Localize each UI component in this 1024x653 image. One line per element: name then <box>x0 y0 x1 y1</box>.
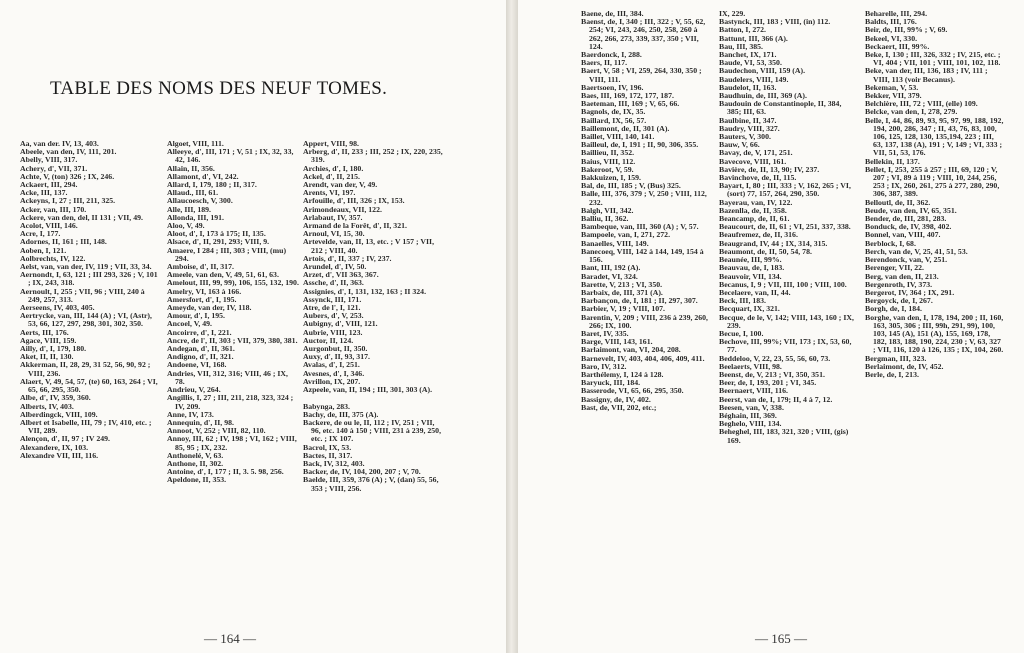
index-entry: Beaumont, de, II, 50, 54, 78. <box>719 246 812 256</box>
index-entry: Ailly, d', I, 179, 180. <box>20 344 87 354</box>
index-entry: Appert, VIII, 98. <box>303 139 359 148</box>
index-entry: Beauvau, de, I, 183. <box>719 263 785 273</box>
index-entry: Arfouille, d', III, 326 ; IX, 153. <box>303 196 405 206</box>
index-entry: Arberg, d', II, 233 ; III, 252 ; IX, 220, 235, 319. <box>303 147 443 165</box>
index-entry: Baudelot, II, 163. <box>719 82 777 92</box>
page-number: — 165 — <box>755 631 807 646</box>
index-entry: Ameyde, van der, IV, 118. <box>167 303 252 313</box>
index-entry: Bassigny, de, IV, 402. <box>581 394 651 404</box>
index-entry: Allaud., III, 61. <box>167 188 219 198</box>
index-column <box>865 10 1005 379</box>
index-entry: Andegan, d', II, 361. <box>167 344 235 354</box>
index-entry: Arundel, d', IV, 50. <box>303 262 367 272</box>
index-entry: Becelaere, van, II, 44. <box>719 287 791 297</box>
index-entry: Baudry, VIII, 327. <box>719 123 780 133</box>
index-entry: Baudechon, VIII, 159 (A). <box>719 66 806 76</box>
index-entry: Baes, III, 169, 172, 177, 187. <box>581 91 674 101</box>
index-entry: Balle, III, 376, 379 ; V, 250 ; VIII, 112, 232. <box>581 189 707 207</box>
index-entry: Allain, II, 356. <box>167 163 215 173</box>
index-entry: Amersfort, d', I, 195. <box>167 294 237 304</box>
index-entry: Backere, de ou le, II, 112 ; IV, 251 ; VII, 96, etc. 140 à 150 ; VIII, 231 à 239, 250, etc. ; IX 107. <box>303 417 442 444</box>
index-entry: Beancamp, de, II, 61. <box>719 214 790 224</box>
index-entry: Beke, I, 130 ; III, 326, 332 ; IV, 215, etc. ; VI, 404 ; VII, 101 ; VIII, 101, 102, 118. <box>865 50 1001 68</box>
index-entry: Banaelles, VIII, 149. <box>581 238 649 248</box>
index-entry: Aelst, van, van der, IV, 119 ; VII, 33, 34. <box>20 262 152 272</box>
index-entry: Amelry, VI, 163 à 166. <box>167 286 242 296</box>
index-entry: Aerseens, IV, 403, 405. <box>20 303 95 313</box>
index-entry: Acre, I, 177. <box>20 229 61 239</box>
index-entry: Bekker, VII, 379. <box>865 91 922 101</box>
index-entry: Baillieu, II, 352. <box>581 148 635 158</box>
index-entry: Beerst, van de, I, 179; II, 4 à 7, 12. <box>719 394 833 404</box>
index-entry: Belle, I, 44, 86, 89, 93, 95, 97, 99, 188, 192, 194, 200, 286, 347 ; II, 43, 76, 83, 100, 106, 125, 128, 130, 135,194, 223 ; III, 63, 137, 138 (A), 191 ; V, 149 ; VI, 333 ; VII, 51, 53, 176. <box>865 115 1004 158</box>
index-entry: Bakkuizen, I, 159. <box>581 173 642 183</box>
index-entry: Bergenroth, IV, 373. <box>865 279 933 289</box>
index-entry: Adornes, II, 161 ; III, 148. <box>20 237 107 247</box>
index-entry: Baert, V, 58 ; VI, 259, 264, 330, 350 ; VIII, 111. <box>581 66 702 84</box>
index-entry: Barthélemy, I, 124 à 128. <box>581 369 664 379</box>
index-entry: Acker, van, III, 170. <box>20 204 87 214</box>
index-entry: Azpeele, van, II, 194 ; III, 301, 303 (A). <box>303 385 433 395</box>
index-entry: Aurgonbut, II, 350. <box>303 344 368 354</box>
index-entry: Beenst, de, V, 213 ; VI, 350, 351. <box>719 369 825 379</box>
index-entry: Arendt, van der, V, 49. <box>303 180 378 190</box>
index-entry: Auctor, II, 124. <box>303 335 354 345</box>
index-entry: Arzet, d', VII 363, 367. <box>303 270 379 280</box>
index-entry: Aertrycke, van, III, 144 (A) ; VI, (Astr), 53, 66, 127, 297, 298, 301, 302, 350. <box>20 311 152 329</box>
index-entry: Aernoult, I, 255 ; VII, 96 ; VIII, 240 à 249, 257, 313. <box>20 286 145 304</box>
right-page <box>518 0 1024 653</box>
index-entry: Alberdingck, VIII, 109. <box>20 409 98 419</box>
index-entry: Acolot, VIII, 146. <box>20 221 78 231</box>
index-entry: Andigno, d', II, 321. <box>167 352 234 362</box>
index-entry: Batton, I, 272. <box>719 25 767 35</box>
index-entry: Amaere, I 284 ; III, 303 ; VIII, (mu) 294. <box>167 245 287 263</box>
index-entry: Bactes, II, 317. <box>303 450 353 460</box>
index-entry: Bagnols, de, IX, 35. <box>581 107 646 117</box>
index-entry: Bellekin, II, 137. <box>865 156 920 166</box>
index-entry: Beir, de, III, 99% ; V, 69. <box>865 25 948 35</box>
index-entry: Anthone, II, 302. <box>167 458 224 468</box>
index-entry: Antoine, d', I, 177 ; II, 3. 5. 98, 256. <box>167 467 284 477</box>
index-entry: Albert et Isabelle, III, 79 ; IV, 410, etc. ; VII, 289. <box>20 417 152 436</box>
index-entry: Bampoele, van, I, 271, 272. <box>581 230 671 240</box>
index-entry: Berlaimont, de, IV, 452. <box>865 361 944 371</box>
index-entry: Beharelle, III, 294. <box>865 9 928 18</box>
index-entry: Ancoirre, d', I, 221. <box>167 327 232 337</box>
index-column <box>581 10 713 412</box>
index-entry: Artevelde, van, II, 13, etc. ; V 157 ; VII, 212 ; VIII, 40. <box>303 237 435 255</box>
index-entry: Bazenlla, de, II, 358. <box>719 205 787 215</box>
index-entry: Belloutl, de, II, 362. <box>865 197 931 207</box>
index-entry: Balgh, VII, 342. <box>581 205 634 215</box>
index-entry: Back, IV, 312, 403. <box>303 458 365 468</box>
index-entry: Ancoel, V, 49. <box>167 319 212 329</box>
index-entry: Bauw, V, 66. <box>719 140 760 150</box>
index-entry: Baude, VI, 53, 350. <box>719 58 782 68</box>
index-entry: Andries, VII, 312, 316; VIII, 46 ; IX, 78. <box>167 368 289 386</box>
index-entry: Assynck, III, 171. <box>303 294 362 304</box>
index-entry: Baillemont, de, II, 301 (A). <box>581 123 670 133</box>
index-entry: Beer, de, I, 193, 201 ; VI, 345. <box>719 378 817 388</box>
index-entry: Arlabaut, IV, 357. <box>303 212 363 222</box>
index-entry: Assignies, d', I, 131, 132, 163 ; II 324. <box>303 286 427 296</box>
index-entry: Arimondeaux, VII, 122. <box>303 204 382 214</box>
index-entry: Baudhuin, de, III, 369 (A). <box>719 91 807 101</box>
index-entry: Alençon, d', II, 97 ; IV 249. <box>20 434 110 444</box>
index-entry: Avalas, d', I, 251. <box>303 360 360 370</box>
index-entry: Borgh, de, I, 184. <box>865 304 922 314</box>
index-entry: Borghe, van den, I, 178, 194, 200 ; II, 160, 163, 305, 306 ; III, 99h, 291, 99), 100, 103, 145 (A), 151 (A), 155, 169, 178, 182, 183, 188, 190, 224, 230 ; V, 63, 327 ; VII, 116, 120 à 126, 135 ; IX, 104, 260. <box>865 312 1004 355</box>
index-entry: Baene, de, III, 384. <box>581 9 644 18</box>
index-entry: Andoene, VI, 168. <box>167 360 227 370</box>
index-entry: Battunt, III, 366 (A). <box>719 33 788 43</box>
index-entry: Baelde, III, 359, 376 (A) ; V, (dan) 55, 56, 353 ; VIII, 256. <box>303 475 439 493</box>
index-entry: Agace, VIII, 159. <box>20 335 77 345</box>
index-entry: Beelaerts, VIII, 98. <box>719 361 782 371</box>
index-entry: Avrillon, IX, 207. <box>303 376 361 386</box>
index-entry: Auxy, d', II, 93, 317. <box>303 352 370 362</box>
index-entry: Balliu, II, 362. <box>581 214 629 224</box>
index-entry: Bavière, de, II, 13, 90; IV, 237. <box>719 164 820 174</box>
index-entry: Beddeloo, V, 22, 23, 55, 56, 60, 73. <box>719 353 831 363</box>
index-entry: Baldts, III, 176. <box>865 17 917 27</box>
index-entry: Berblock, I, 68. <box>865 238 916 248</box>
index-entry: Bau, III, 385. <box>719 41 763 51</box>
index-column <box>719 10 857 445</box>
index-entry: Bekeman, V, 53. <box>865 82 919 92</box>
index-entry: Bergerot, IV, 364 ; IX, 291. <box>865 287 955 297</box>
index-entry: Beauvoir, VII, 134. <box>719 271 782 281</box>
index-entry: Berch, van de, V, 25, 41, 51, 53. <box>865 246 968 256</box>
index-entry: Beaucourt, de, II, 61 ; VI, 251, 337, 338. <box>719 222 851 232</box>
index-entry: Allard, I, 179, 180 ; II, 317. <box>167 180 257 190</box>
index-entry: Belchière, III, 72 ; VIII, (elle) 109. <box>865 99 978 109</box>
index-entry: Baradet, VI, 324. <box>581 271 638 281</box>
index-entry: Arnoul, VI, 15, 30. <box>303 229 365 239</box>
index-entry: Alsace, d', II, 291, 293; VIII, 9. <box>167 237 270 247</box>
index-entry: Aubrie, VIII, 123. <box>303 327 363 337</box>
index-entry: Assche, d', II, 363. <box>303 278 364 288</box>
index-entry: Alleeye, d', III, 171 ; V, 51 ; IX, 32, 33, 42, 146. <box>167 147 294 165</box>
index-entry: Allonda, III, 191. <box>167 212 224 222</box>
index-entry: Annequin, d', II, 98. <box>167 417 234 427</box>
index-entry: Beesen, van, V, 338. <box>719 402 784 412</box>
index-entry: Bavecove, VIII, 161. <box>719 156 787 166</box>
index-entry: Angillis, I, 27 ; III, 211, 218, 323, 324 ; IV, 209. <box>167 393 294 411</box>
index-entry: Aloot, d', I, 173 à 175; II, 135. <box>167 229 266 239</box>
index-column <box>167 140 299 485</box>
index-entry: Albe, d', IV, 359, 360. <box>20 393 91 403</box>
index-column <box>20 140 158 460</box>
index-entry: IX, 229. <box>719 9 746 18</box>
index-entry: Annoy, III, 62 ; IV, 198 ; VI, 162 ; VIII, 85, 95 ; IX, 232. <box>167 434 297 452</box>
index-entry: Bergman, III, 323. <box>865 353 927 363</box>
index-column <box>303 140 443 493</box>
index-entry: Abelly, VIII, 317. <box>20 155 78 165</box>
index-entry: Beck, III, 183. <box>719 296 767 306</box>
index-entry: Beaunée, III, 99%. <box>719 255 782 265</box>
index-entry: Béghain, III, 369. <box>719 410 777 420</box>
index-entry: Becanus, I, 9 ; VII, III, 100 ; VIII, 100. <box>719 279 847 289</box>
index-entry: Banchet, IX, 171. <box>719 50 777 60</box>
index-entry: Alle, III, 189. <box>167 204 211 214</box>
index-entry: Baeteman, III, 169 ; V, 65, 66. <box>581 99 680 109</box>
index-entry: Basserode, VI, 65, 66, 295, 350. <box>581 386 684 396</box>
index-entry: Alexandere, IX, 103. <box>20 442 89 452</box>
index-entry: Beckaert, III, 99%. <box>865 41 930 51</box>
index-entry: Bant, III, 192 (A). <box>581 263 641 273</box>
index-entry: Apeldone, II, 353. <box>167 475 227 485</box>
index-entry: Bacrol, IX, 53. <box>303 442 352 452</box>
index-entry: Beke, van der, III, 136, 183 ; IV, 111 ; VIII, 113 (voir Becanus). <box>865 66 988 84</box>
index-entry: Baret, IV, 335. <box>581 328 629 338</box>
index-entry: Atre, de l', I, 121. <box>303 303 361 313</box>
index-entry: Alexandre VII, III, 116. <box>20 450 99 460</box>
index-entry: Ancre, de l', II, 303 ; VII, 379, 380, 381. <box>167 335 298 345</box>
index-entry: Bayerau, van, IV, 122. <box>719 197 793 207</box>
index-entry: Alaert, V, 49, 54, 57, (te) 60, 163, 264 ; VI, 65, 66, 295, 350. <box>20 376 158 395</box>
index-entry: Backer, de, IV, 104, 200, 207 ; V, 70. <box>303 467 421 477</box>
index-entry: Bavay, de, V, 171, 251. <box>719 148 793 158</box>
index-entry: Barette, V, 213 ; VI, 350. <box>581 279 663 289</box>
index-entry: Becue, I, 100. <box>719 328 764 338</box>
index-entry: Baius, VIII, 112. <box>581 156 636 166</box>
index-entry: Beheghel, III, 183, 321, 320 ; VIII, (gis) 169. <box>719 427 849 445</box>
index-entry: Ackaert, III, 294. <box>20 180 78 190</box>
index-entry: Beaugrand, IV, 44 ; IX, 314, 315. <box>719 238 828 248</box>
index-entry: Arents, VI, 197. <box>303 188 356 198</box>
index-entry: Bal, de, III, 185 ; V, (Bus) 325. <box>581 181 681 191</box>
index-entry: Avesnes, d', I, 346. <box>303 368 365 378</box>
index-entry: Banecoeq, VIII, 142 à 144, 149, 154 à 156. <box>581 246 704 265</box>
index-entry: Berle, de, I, 213. <box>865 369 919 379</box>
index-entry: Barbançon, de, I, 181 ; II, 297, 307. <box>581 296 698 306</box>
index-entry: Bauters, V, 300. <box>719 132 771 142</box>
index-entry: Aloo, V, 49. <box>167 221 205 231</box>
index-entry: Bast, de, VII, 202, etc.; <box>581 402 657 412</box>
index-entry: Ackeyns, I, 27 ; III, 211, 325. <box>20 196 116 206</box>
index-entry: Barlaimont, van, VI, 204, 208. <box>581 345 681 355</box>
index-entry: Algoet, VIII, 111. <box>167 139 224 148</box>
index-entry: Beude, van den, IV, 65, 351. <box>865 205 957 215</box>
index-entry: Barbier, V, 19 ; VIII, 107. <box>581 304 665 314</box>
index-entry: Allamont, d', VI, 242. <box>167 171 239 181</box>
index-entry: Bekeel, VI, 330. <box>865 33 918 43</box>
index-entry: Baro, IV, 312. <box>581 361 627 371</box>
index-entry: Allaucoesch, V, 300. <box>167 196 233 206</box>
page-number: — 164 — <box>204 631 256 646</box>
index-entry: Beaufremez, de, II, 316. <box>719 230 798 240</box>
left-page <box>0 0 506 653</box>
index-entry: Barentin, V, 209 ; VIII, 236 à 239, 260, 266; IX, 100. <box>581 312 709 330</box>
index-entry: Baillet, VIII, 140, 141. <box>581 132 655 142</box>
index-entry: Baulbine, II, 347. <box>719 115 777 125</box>
index-entry: Beghelo, VIII, 134. <box>719 419 782 429</box>
index-entry: Baudouin de Constantinople, II, 384, 385; III, 63. <box>719 99 842 117</box>
page-title: TABLE DES NOMS DES NEUF TOMES. <box>50 78 388 99</box>
index-entry: Aa, van der. IV, 13, 403. <box>20 139 99 148</box>
index-entry: Baryuck, III, 184. <box>581 378 641 388</box>
index-entry: Bergoyck, de, I, 267. <box>865 296 933 306</box>
index-entry: Barnevelt, IV, 403, 404, 406, 409, 411. <box>581 353 705 363</box>
index-entry: Berenger, VII, 22. <box>865 263 924 273</box>
index-entry: Achte, V, (ton) 326 ; IX, 246. <box>20 171 115 181</box>
index-entry: Aoben, I, 121. <box>20 245 67 255</box>
index-entry: Barbaix, de, III, 371 (A). <box>581 287 663 297</box>
index-entry: Aket, II, II, 130. <box>20 352 74 362</box>
index-entry: Ackere, van den, del, II 131 ; VII, 49. <box>20 212 143 222</box>
index-entry: Bavinchove, de, II, 115. <box>719 173 797 183</box>
index-entry: Amour, d', I, 195. <box>167 311 225 321</box>
index-entry: Akkerman, II, 28, 29, 31 52, 56, 90, 92 ; VIII, 236. <box>20 360 151 378</box>
index-entry: Andrieu, V, 264. <box>167 385 221 395</box>
index-entry: Armand de la Forêt, d', II, 321. <box>303 221 407 231</box>
index-entry: Aolbrechts, IV, 122. <box>20 253 86 263</box>
index-entry: Baudelers, VIII, 149. <box>719 74 789 84</box>
index-entry: Baers, II, 117. <box>581 58 628 68</box>
index-entry: Bachy, de, III, 375 (A). <box>303 409 379 419</box>
index-entry: Belcke, van den, I, 278, 279. <box>865 107 958 117</box>
index-entry: Becque, de le, V, 142; VIII, 143, 160 ; IX, 239. <box>719 312 854 330</box>
index-entry: Becquart, IX, 321. <box>719 304 780 314</box>
index-entry: Aubigny, d', VIII, 121. <box>303 319 378 329</box>
index-entry: Barge, VIII, 143, 161. <box>581 337 653 347</box>
index-entry: Anne, IV, 173. <box>167 409 214 419</box>
index-entry: Artois, d', II, 337 ; IV, 237. <box>303 253 392 263</box>
index-entry: Abeele, van den, IV, 111, 201. <box>20 147 117 157</box>
index-entry: Bender, de, III, 281, 283. <box>865 214 947 224</box>
index-entry: Berendonck, van, V, 251. <box>865 255 948 265</box>
index-entry: Bailleul, de, I, 191 ; II, 90, 306, 355. <box>581 140 699 150</box>
index-entry: Ackel, d', II, 215. <box>303 171 360 181</box>
index-entry: Annoot, V, 252 ; VIII, 82, 110. <box>167 426 266 436</box>
index-entry: Acke, III, 137. <box>20 188 68 198</box>
index-entry: Bayart, I, 80 ; III, 333 ; V, 162, 265 ; VI, (sort) 77, 157, 264, 290, 350. <box>719 181 851 199</box>
index-entry: Aubers, d', V, 253. <box>303 311 364 321</box>
index-entry: Archies, d', I, 180. <box>303 163 364 173</box>
index-entry: Aernondt, I, 63, 121 ; III 293, 326 ; V, 101 ; IX, 243, 318. <box>20 270 158 288</box>
index-entry: Bechove, III, 99%; VII, 173 ; IX, 53, 60, 77. <box>719 337 852 355</box>
index-entry: Bakeroot, V, 59. <box>581 164 634 174</box>
index-entry: Amboise, d', II, 317. <box>167 262 234 272</box>
index-entry: Baerdonck, I, 288. <box>581 50 642 60</box>
index-entry: Ameele, van den, V, 49, 51, 61, 63. <box>167 270 279 280</box>
book-gutter <box>506 0 518 653</box>
index-entry: Beernaert, VIII, 116. <box>719 386 788 396</box>
index-entry: Baenst, de, I, 340 ; III, 322 ; V, 55, 62, 254; VI, 243, 246, 250, 258, 260 à 262, 266, 273, 339, 337, 350 ; VII, 124. <box>581 17 706 51</box>
index-entry: Baillard, IX, 56, 57. <box>581 115 647 125</box>
index-entry: Bonnel, van, VIII, 407. <box>865 230 941 240</box>
index-entry: Bastynck, III, 183 ; VIII, (in) 112. <box>719 17 831 27</box>
index-entry: Berg, van den, II, 213. <box>865 271 939 281</box>
index-entry: Achery, d', VII, 371. <box>20 163 88 173</box>
index-entry: Bonduck, de, IV, 398, 402. <box>865 222 952 232</box>
index-entry: Bellet, I, 253, 255 à 257 ; III, 69, 120 ; V, 207 ; VI, 89 à 119 ; VIII, 10, 244, 256, 253 ; IX, 260, 261, 275 à 277, 280, 290, 306, 387, 389. <box>865 164 1000 199</box>
index-entry: Alberts, IV, 403. <box>20 401 74 411</box>
index-entry: Anthonelé, V, 63. <box>167 450 224 460</box>
index-entry: Aerts, III, 176. <box>20 327 69 337</box>
index-entry: Babynga, 283. <box>303 401 351 411</box>
index-entry: Amelout, III, 99, 99), 106, 155, 132, 190. <box>167 278 299 288</box>
index-entry: Bambeque, van, III, 360 (A) ; V, 57. <box>581 222 699 232</box>
index-entry: Baertsoen, IV, 196. <box>581 82 644 92</box>
